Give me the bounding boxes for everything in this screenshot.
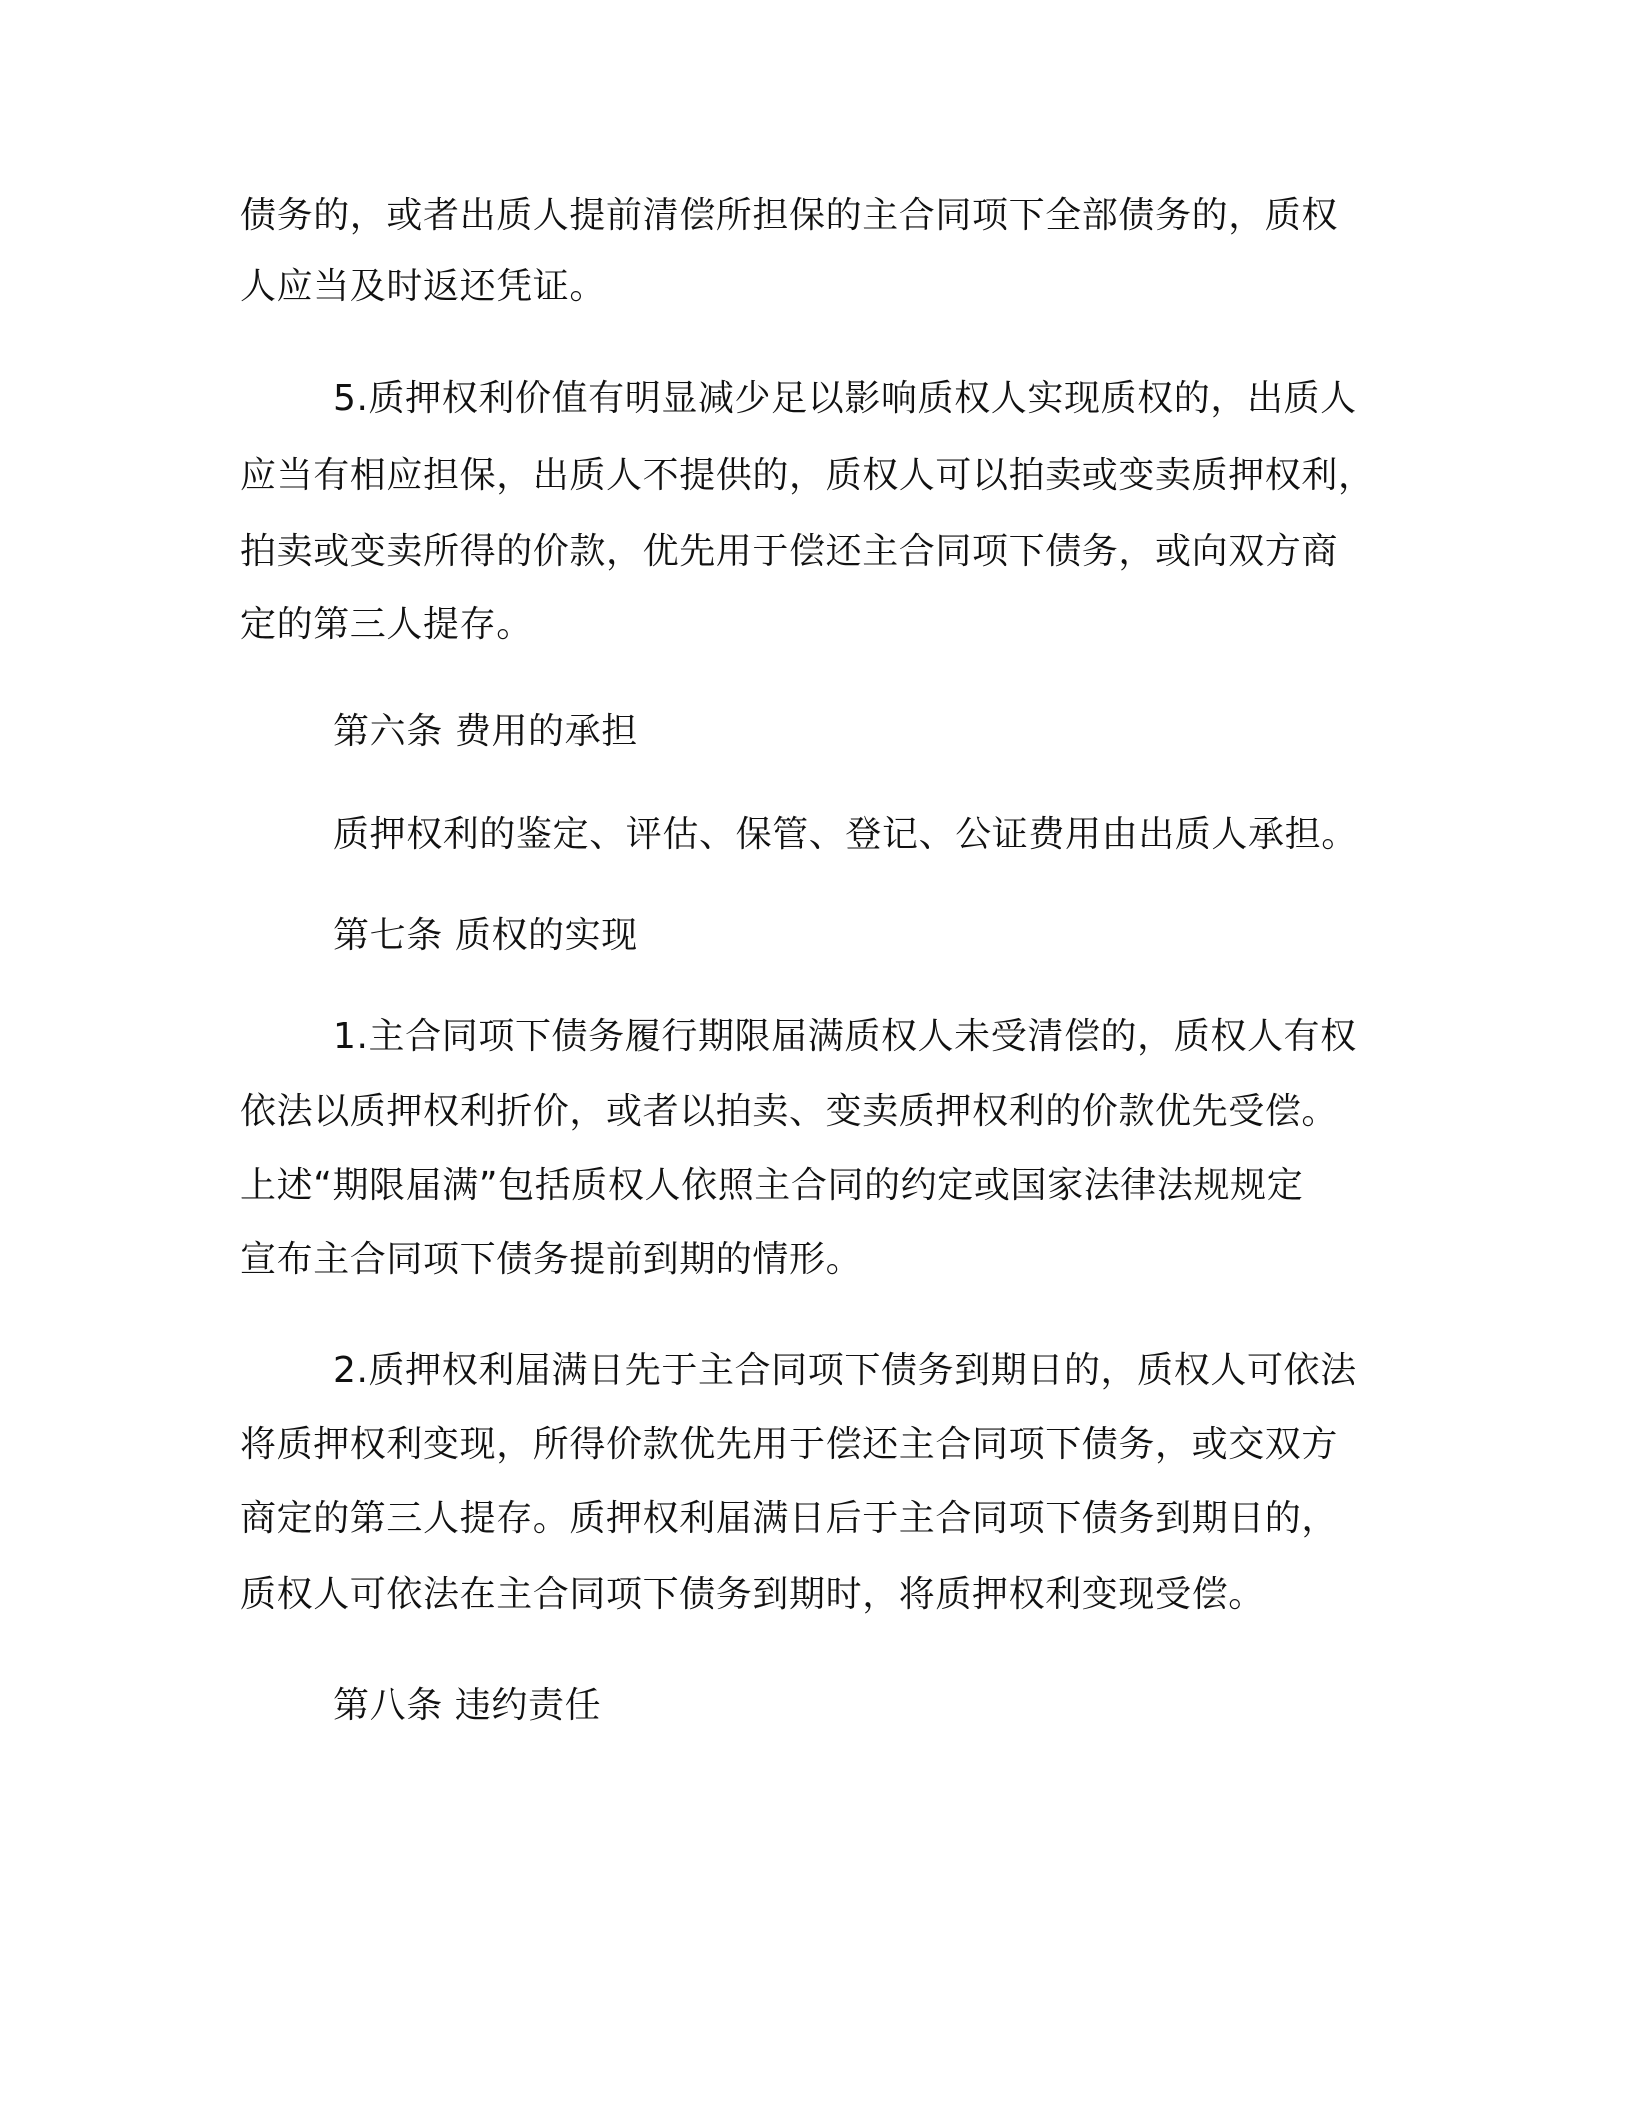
text-line: 定的第三人提存。 — [240, 604, 533, 645]
text-line: 宣布主合同项下债务提前到期的情形。 — [240, 1239, 863, 1280]
text-line: 上述“期限届满”包括质权人依照主合同的约定或国家法律法规规定 — [240, 1165, 1304, 1206]
text-line: 5.质押权利价值有明显减少足以影响质权人实现质权的，出质人 — [333, 378, 1357, 419]
text-line: 2.质押权利届满日先于主合同项下债务到期日的，质权人可依法 — [333, 1350, 1357, 1391]
text-line: 人应当及时返还凭证。 — [240, 266, 607, 307]
section-heading-article-7: 第七条 质权的实现 — [333, 915, 638, 956]
text-line: 应当有相应担保，出质人不提供的，质权人可以拍卖或变卖质押权利， — [240, 455, 1375, 496]
text-line: 拍卖或变卖所得的价款，优先用于偿还主合同项下债务，或向双方商 — [240, 531, 1339, 572]
section-heading-article-8: 第八条 违约责任 — [333, 1685, 602, 1726]
section-heading-article-6: 第六条 费用的承担 — [333, 711, 638, 752]
text-line: 1.主合同项下债务履行期限届满质权人未受清偿的，质权人有权 — [333, 1016, 1357, 1057]
text-line: 将质押权利变现，所得价款优先用于偿还主合同项下债务，或交双方 — [240, 1424, 1339, 1465]
text-line: 质押权利的鉴定、评估、保管、登记、公证费用由出质人承担。 — [333, 814, 1358, 855]
text-line: 商定的第三人提存。质押权利届满日后于主合同项下债务到期日的， — [240, 1498, 1339, 1539]
text-line: 依法以质押权利折价，或者以拍卖、变卖质押权利的价款优先受偿。 — [240, 1091, 1339, 1132]
text-line: 质权人可依法在主合同项下债务到期时，将质押权利变现受偿。 — [240, 1574, 1265, 1615]
text-line: 债务的，或者出质人提前清偿所担保的主合同项下全部债务的，质权 — [240, 195, 1339, 236]
